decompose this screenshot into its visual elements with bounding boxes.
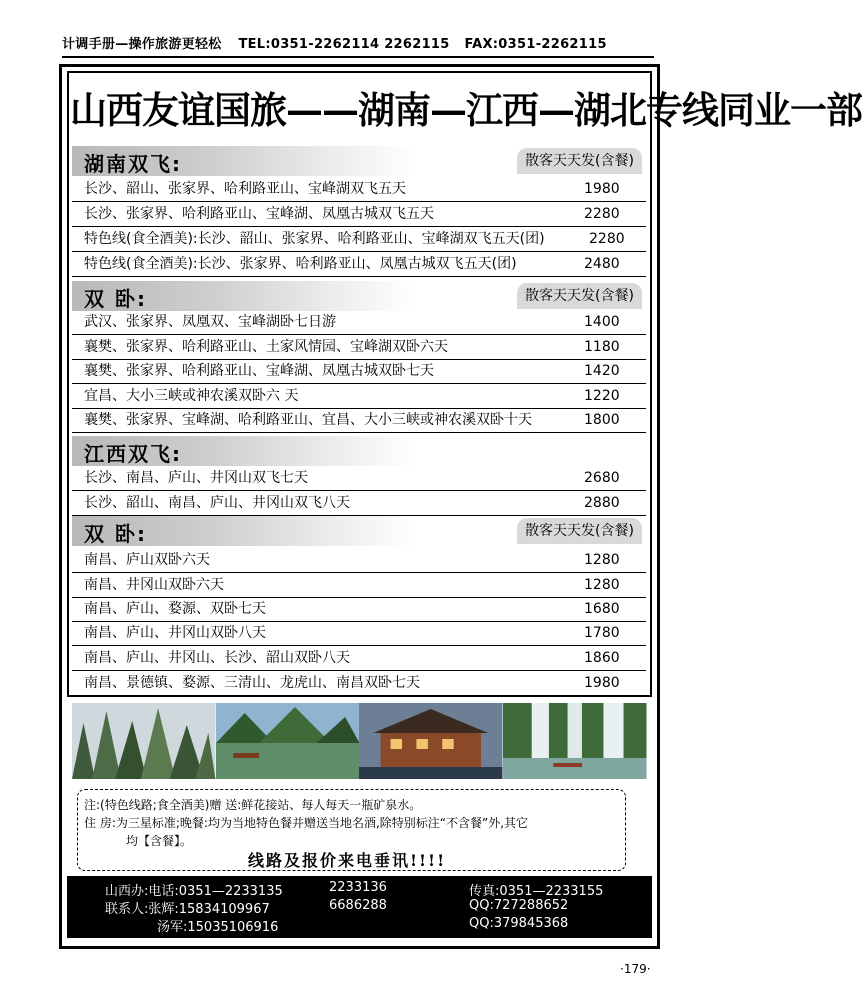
route-name: 特色线(食全酒美):长沙、张家界、哈利路亚山、凤凰古城双飞五天(团) [84, 256, 517, 272]
page-title: 山西友谊国旅——湖南—江西—湖北专线同业一部 [70, 88, 862, 132]
route-row [72, 177, 646, 202]
route-price: 1980 [584, 675, 620, 691]
qq-2: QQ:379845368 [469, 916, 569, 931]
section-label: 江西双飞: [84, 442, 182, 466]
qq-1: QQ:727288652 [469, 898, 569, 913]
route-row [72, 573, 646, 598]
route-price: 1780 [584, 625, 620, 641]
route-row [72, 646, 646, 671]
notes-box [77, 789, 626, 871]
header-fax: FAX:0351-2262115 [464, 37, 607, 52]
route-row [72, 384, 646, 409]
route-name: 长沙、张家界、哈利路亚山、宝峰湖、凤凰古城双飞五天 [84, 206, 434, 222]
route-name: 南昌、井冈山双卧六天 [84, 577, 224, 593]
route-name: 长沙、韶山、南昌、庐山、井冈山双飞八天 [84, 495, 350, 511]
lake-boat-photo [216, 703, 360, 779]
route-price: 2680 [584, 470, 620, 486]
contact-person-2: 汤军:15035106916 [157, 920, 279, 935]
header-bar [62, 33, 654, 53]
departure-badge: 散客天天发(含餐) [517, 518, 642, 544]
header-tel: TEL:0351-2262114 2262115 [238, 37, 450, 52]
route-price: 2280 [589, 231, 625, 247]
route-name: 南昌、庐山双卧六天 [84, 552, 210, 568]
route-name: 南昌、景德镇、婺源、三清山、龙虎山、南昌双卧七天 [84, 675, 420, 691]
contact-panel [67, 876, 652, 938]
departure-badge: 散客天天发(含餐) [517, 148, 642, 174]
route-row [72, 597, 646, 622]
route-name: 襄樊、张家界、哈利路亚山、宝峰湖、凤凰古城双卧七天 [84, 363, 434, 379]
zhangjiajie-peaks-photo [72, 703, 216, 779]
route-row [72, 359, 646, 384]
route-name: 长沙、韶山、张家界、哈利路亚山、宝峰湖双飞五天 [84, 181, 406, 197]
office-phone-3: 6686288 [329, 898, 387, 913]
section-hunan-train [72, 281, 646, 311]
route-row [72, 202, 646, 227]
office-phone: 山西办:电话:0351—2233135 [105, 884, 283, 899]
header-divider [62, 56, 654, 58]
route-row [72, 548, 646, 573]
route-row [72, 671, 646, 695]
route-name: 武汉、张家界、凤凰双、宝峰湖卧七日游 [84, 314, 336, 330]
scenery-photo-strip [72, 703, 646, 779]
note-line-2: 住 房:为三星标准;晚餐:均为当地特色餐并赠送当地名酒,除特别标注“不含餐”外,其它 [84, 816, 529, 830]
route-row [72, 310, 646, 335]
section-label: 双 卧: [84, 287, 147, 311]
route-row [72, 227, 646, 252]
page-number: ·179· [620, 962, 651, 976]
route-name: 襄樊、张家界、宝峰湖、哈利路亚山、宜昌、大小三峡或神农溪双卧十天 [84, 412, 532, 428]
call-to-action: 线路及报价来电垂讯!!!! [248, 851, 447, 870]
ancient-town-photo [359, 703, 503, 779]
route-price: 1420 [584, 363, 620, 379]
departure-badge: 散客天天发(含餐) [517, 283, 642, 309]
route-name: 南昌、庐山、井冈山双卧八天 [84, 625, 266, 641]
route-price: 2480 [584, 256, 620, 272]
waterfall-photo [503, 703, 647, 779]
section-label: 双 卧: [84, 522, 147, 546]
section-jiangxi-train [72, 516, 646, 546]
route-name: 特色线(食全酒美):长沙、韶山、张家界、哈利路亚山、宝峰湖双飞五天(团) [84, 231, 545, 247]
section-label: 湖南双飞: [84, 152, 182, 176]
route-row [72, 491, 646, 516]
route-price: 1800 [584, 412, 620, 428]
route-row [72, 335, 646, 360]
office-phone-2: 2233136 [329, 880, 387, 895]
contact-person-1: 联系人:张辉:15834109967 [105, 902, 270, 917]
section-hunan-flight [72, 146, 646, 176]
route-price: 1980 [584, 181, 620, 197]
note-line-1: 注:(特色线路;食全酒美)赠 送:鲜花接站、每人每天一瓶矿泉水。 [84, 798, 422, 812]
route-price: 1180 [584, 339, 620, 355]
route-name: 襄樊、张家界、哈利路亚山、土家风情园、宝峰湖双卧六天 [84, 339, 448, 355]
route-price: 1220 [584, 388, 620, 404]
office-fax: 传真:0351—2233155 [469, 884, 604, 899]
route-price: 1400 [584, 314, 620, 330]
route-row [72, 252, 646, 277]
route-price: 1280 [584, 552, 620, 568]
route-price: 2280 [584, 206, 620, 222]
route-row [72, 408, 646, 433]
route-price: 1860 [584, 650, 620, 666]
note-line-3: 均【含餐】。 [126, 834, 193, 848]
section-jiangxi-flight [72, 436, 646, 466]
route-price: 2880 [584, 495, 620, 511]
route-price: 1280 [584, 577, 620, 593]
route-price: 1680 [584, 601, 620, 617]
route-row [72, 466, 646, 491]
header-slogan: 计调手册—操作旅游更轻松 [62, 37, 222, 52]
route-name: 宜昌、大小三峡或神农溪双卧六 天 [84, 388, 299, 404]
route-name: 长沙、南昌、庐山、井冈山双飞七天 [84, 470, 308, 486]
route-row [72, 621, 646, 646]
route-name: 南昌、庐山、井冈山、长沙、韶山双卧八天 [84, 650, 350, 666]
route-name: 南昌、庐山、婺源、双卧七天 [84, 601, 266, 617]
